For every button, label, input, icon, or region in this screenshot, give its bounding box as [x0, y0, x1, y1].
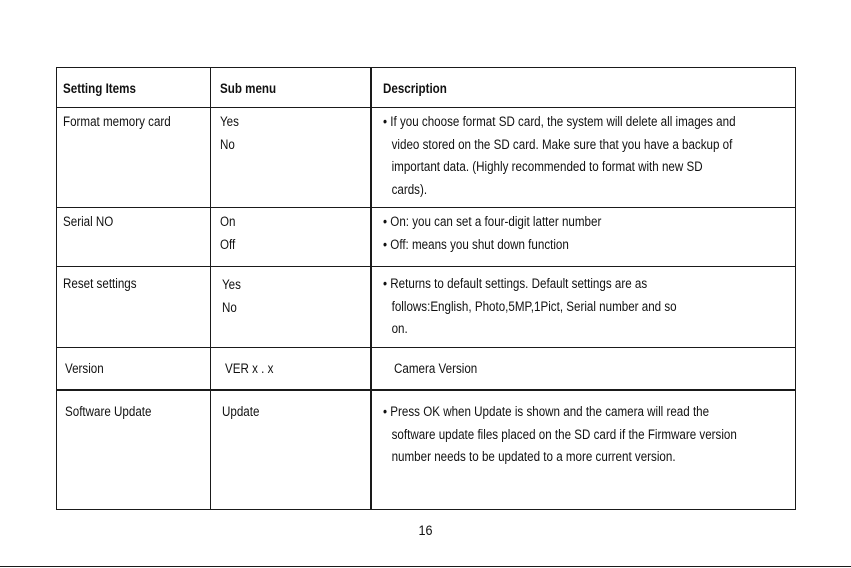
description-serial-no: • On: you can set a four-digit latter number • Off: means you shut down function [383, 214, 602, 252]
header-description: Description [383, 81, 447, 96]
setting-item-format-memory-card: Format memory card [63, 114, 171, 129]
table-row-reset-settings [57, 266, 795, 347]
setting-item-serial-no: Serial NO [63, 214, 114, 229]
submenu-option-on: On [220, 214, 236, 229]
description-version: Camera Version [394, 361, 478, 376]
table-row-software-update [57, 389, 795, 509]
setting-item-reset-settings: Reset settings [63, 276, 137, 291]
setting-item-version: Version [65, 361, 104, 376]
submenu-option-no: No [220, 136, 235, 152]
submenu-option-yes: Yes [222, 277, 241, 292]
submenu-option-yes: Yes [220, 114, 239, 129]
submenu-software-update: Update [222, 404, 260, 419]
description-reset-settings: • Returns to default settings. Default settings are as follows:English, Photo,5MP,1Pict, Serial number and so on. [383, 276, 677, 336]
submenu-option-no: No [222, 299, 237, 315]
submenu-reset-settings [222, 274, 360, 347]
description-format-memory-card: • If you choose format SD card, the system will delete all images and video stored on the SD card. Make sure that you have a backup of important data. (Highly recommended to format with new SD cards). [383, 114, 736, 197]
description-software-update: • Press OK when Update is shown and the camera will read the software update files placed on the SD card if the Firmware version number needs to be updated to a more current version. [383, 404, 737, 464]
settings-table [56, 67, 796, 510]
table-row-version [57, 347, 795, 389]
header-setting-items: Setting Items [63, 81, 136, 96]
submenu-serial-no [220, 211, 358, 266]
setting-item-software-update: Software Update [65, 404, 152, 419]
submenu-version: VER x . x [225, 361, 274, 376]
header-sub-menu: Sub menu [220, 81, 277, 96]
submenu-format-memory-card [220, 111, 358, 207]
header-row [57, 68, 795, 107]
bottom-rule [0, 566, 851, 567]
page-number: 16 [418, 522, 433, 538]
submenu-option-off: Off [220, 236, 236, 252]
table-row-serial-no [57, 207, 795, 266]
table-row-format-memory-card [57, 107, 795, 207]
